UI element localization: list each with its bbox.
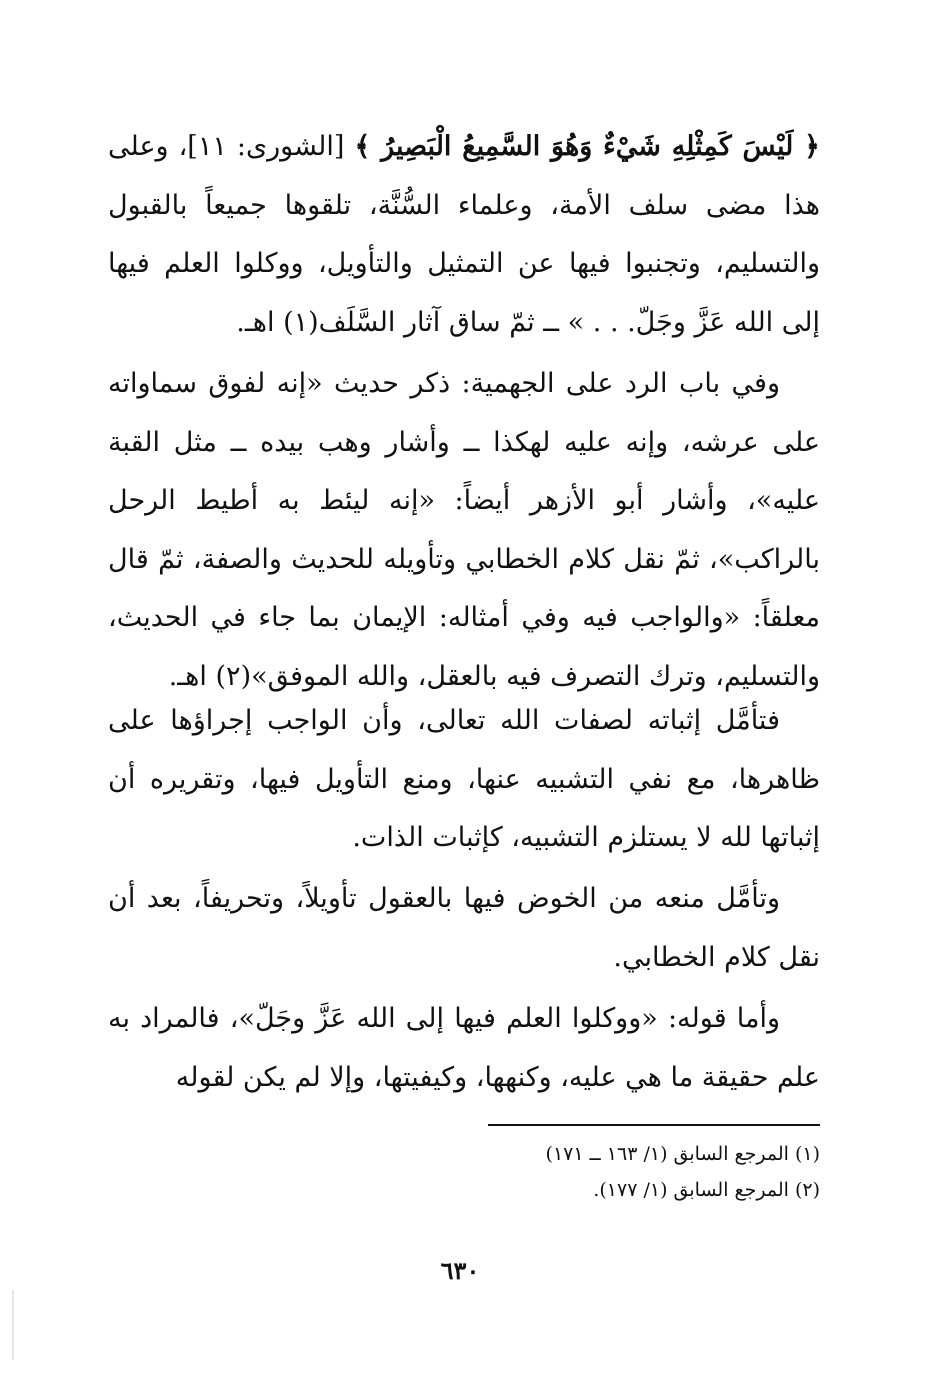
page-number: ٦٣٠ [440,1256,480,1285]
paragraph-5: وأما قوله: «ووكلوا العلم فيها إلى الله عَزَّ وجَلّ»، فالمراد به علم حقيقة ما هي عليه، وكنهها، وكيفيتها، وإلا لم يكن لقوله [108,1003,820,1093]
footnote-divider [488,1124,820,1126]
paragraph-1 [108,118,820,352]
footnotes [400,1136,820,1208]
paragraph-2: وفي باب الرد على الجهمية: ذكر حديث «إنه لفوق سماواته على عرشه، وإنه عليه لهكذا ــ وأشار وهب بيده ــ مثل القبة عليه»، وأشار أبو الأزهر أيضاً: «إنه ليئط به أطيط الرحل بالراكب»، ثمّ نقل كلام الخطابي وتأويله للحديث والصفة، ثمّ قال معلقاً: «والواجب فيه وفي أمثاله: الإيمان بما جاء في الحديث، والتسليم، وترك التصرف فيه بالعقل، والله الموفق»(٢) اهـ. [108,368,820,692]
paragraph-1-text: [الشورى: ١١]، وعلى هذا مضى سلف الأمة، وعلماء السُّنَّة، تلقوها جميعاً بالقبول والتسليم، وتجنبوا فيها عن التمثيل والتأويل، ووكلوا العلم فيها إلى الله عَزَّ وجَلّ. . . » ــ ثمّ ساق آثار السَّلَف(١) اهـ. [108,131,820,338]
paragraph-4: وتأمَّل منعه من الخوض فيها بالعقول تأويلاً، وتحريفاً، بعد أن نقل كلام الخطابي. [108,883,820,973]
paragraph-3: فتأمَّل إثباته لصفات الله تعالى، وأن الواجب إجراؤها على ظاهرها، مع نفي التشبيه عنها، ومنع التأويل فيها، وتقريره أن إثباتها لله لا يستلزم التشبيه، كإثبات الذات. [108,705,820,853]
quran-verse: ﴿ لَيْسَ كَمِثْلِهِ شَيْءٌ وَهُوَ السَّمِيعُ الْبَصِيرُ ﴾ [354,131,820,162]
scan-edge-mark [12,1290,14,1360]
footnote-2: (٢) المرجع السابق (١/ ١٧٧). [593,1179,820,1201]
footnote-1: (١) المرجع السابق (١/ ١٦٣ ــ ١٧١) [545,1143,820,1165]
